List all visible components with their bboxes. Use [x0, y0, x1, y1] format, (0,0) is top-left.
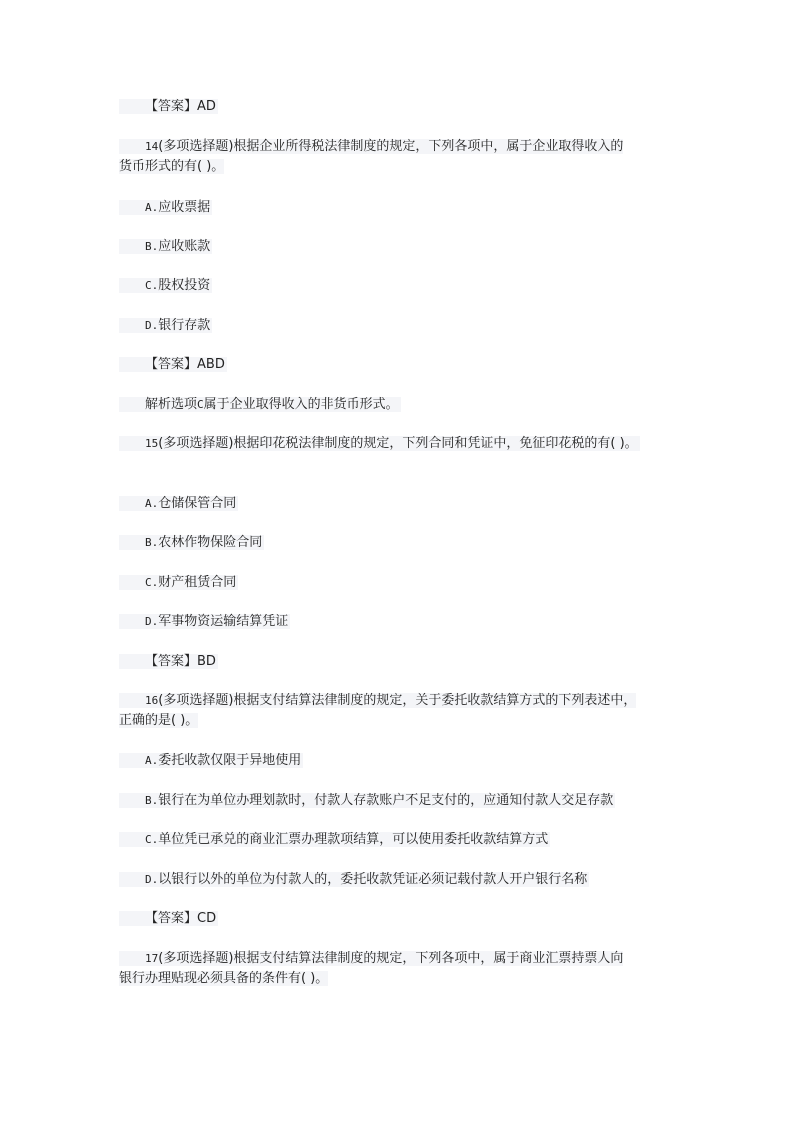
answer-label: 【答案】	[145, 357, 198, 372]
option-text: 银行存款	[158, 318, 211, 333]
question-text-line2: 银行办理贴现必须具备的条件有( )。	[119, 971, 329, 986]
analysis-prefix: 解析选项	[145, 397, 198, 412]
answer-q14	[119, 355, 227, 375]
option-letter: C.	[145, 576, 159, 589]
option-letter: A.	[145, 497, 159, 510]
option-letter: A.	[145, 754, 159, 767]
analysis-text: 属于企业取得收入的非货币形式。	[203, 397, 399, 412]
answer-label: 【答案】	[145, 99, 198, 114]
option-text: 农林作物保险合同	[158, 535, 263, 550]
option-text: 仓储保管合同	[158, 496, 237, 511]
option-15-a	[119, 494, 238, 514]
option-letter: C.	[145, 833, 159, 846]
question-text-line1: (多项选择题)根据支付结算法律制度的规定，下列各项中，属于商业汇票持票人向	[158, 951, 624, 966]
question-14	[119, 137, 689, 177]
question-number: 14	[145, 140, 159, 153]
answer-label: 【答案】	[145, 911, 198, 926]
question-number: 17	[145, 952, 159, 965]
option-letter: B.	[145, 794, 159, 807]
option-letter: D.	[145, 615, 159, 628]
option-16-c	[119, 830, 550, 850]
question-text-line2: 货币形式的有( )。	[119, 159, 225, 174]
option-15-b	[119, 533, 264, 553]
question-number: 15	[145, 437, 159, 450]
option-16-b	[119, 791, 615, 811]
question-15	[119, 434, 640, 454]
option-14-b	[119, 237, 212, 257]
option-text: 银行在为单位办理划款时，付款人存款账户不足支付的，应通知付款人交足存款	[158, 793, 614, 808]
option-letter: D.	[145, 319, 159, 332]
option-14-d	[119, 316, 212, 336]
option-15-c	[119, 573, 238, 593]
question-17	[119, 949, 689, 989]
option-14-a	[119, 198, 212, 218]
answer-q15	[119, 652, 218, 672]
question-text-line1: (多项选择题)根据企业所得税法律制度的规定，下列各项中，属于企业取得收入的	[158, 139, 624, 154]
option-14-c	[119, 276, 212, 296]
option-letter: B.	[145, 240, 159, 253]
question-number: 16	[145, 694, 159, 707]
option-16-d	[119, 870, 589, 890]
option-text: 军事物资运输结算凭证	[158, 614, 289, 629]
answer-code: AD	[197, 99, 216, 114]
option-letter: A.	[145, 201, 159, 214]
analysis-q14	[119, 395, 401, 415]
option-text: 委托收款仅限于异地使用	[158, 753, 302, 768]
question-text-line2: 正确的是( )。	[119, 713, 199, 728]
option-text: 财产租赁合同	[158, 575, 237, 590]
analysis-letter: C	[197, 398, 204, 411]
option-text: 应收票据	[158, 200, 211, 215]
question-text-line1: (多项选择题)根据印花税法律制度的规定，下列合同和凭证中，免征印花税的有( )。	[158, 436, 638, 451]
answer-q13	[119, 97, 218, 117]
option-15-d	[119, 612, 290, 632]
answer-label: 【答案】	[145, 654, 198, 669]
option-text: 以银行以外的单位为付款人的，委托收款凭证必须记载付款人开户银行名称	[158, 872, 588, 887]
answer-q16	[119, 909, 218, 929]
option-16-a	[119, 751, 303, 771]
answer-code: ABD	[197, 357, 225, 372]
question-16	[119, 691, 689, 731]
answer-code: CD	[197, 911, 217, 926]
option-letter: D.	[145, 873, 159, 886]
option-text: 单位凭已承兑的商业汇票办理款项结算，可以使用委托收款结算方式	[158, 832, 549, 847]
option-letter: B.	[145, 536, 159, 549]
question-text-line1: (多项选择题)根据支付结算法律制度的规定，关于委托收款结算方式的下列表述中，	[158, 693, 637, 708]
option-text: 股权投资	[158, 278, 211, 293]
option-letter: C.	[145, 279, 159, 292]
answer-code: BD	[197, 654, 216, 669]
option-text: 应收账款	[158, 239, 211, 254]
